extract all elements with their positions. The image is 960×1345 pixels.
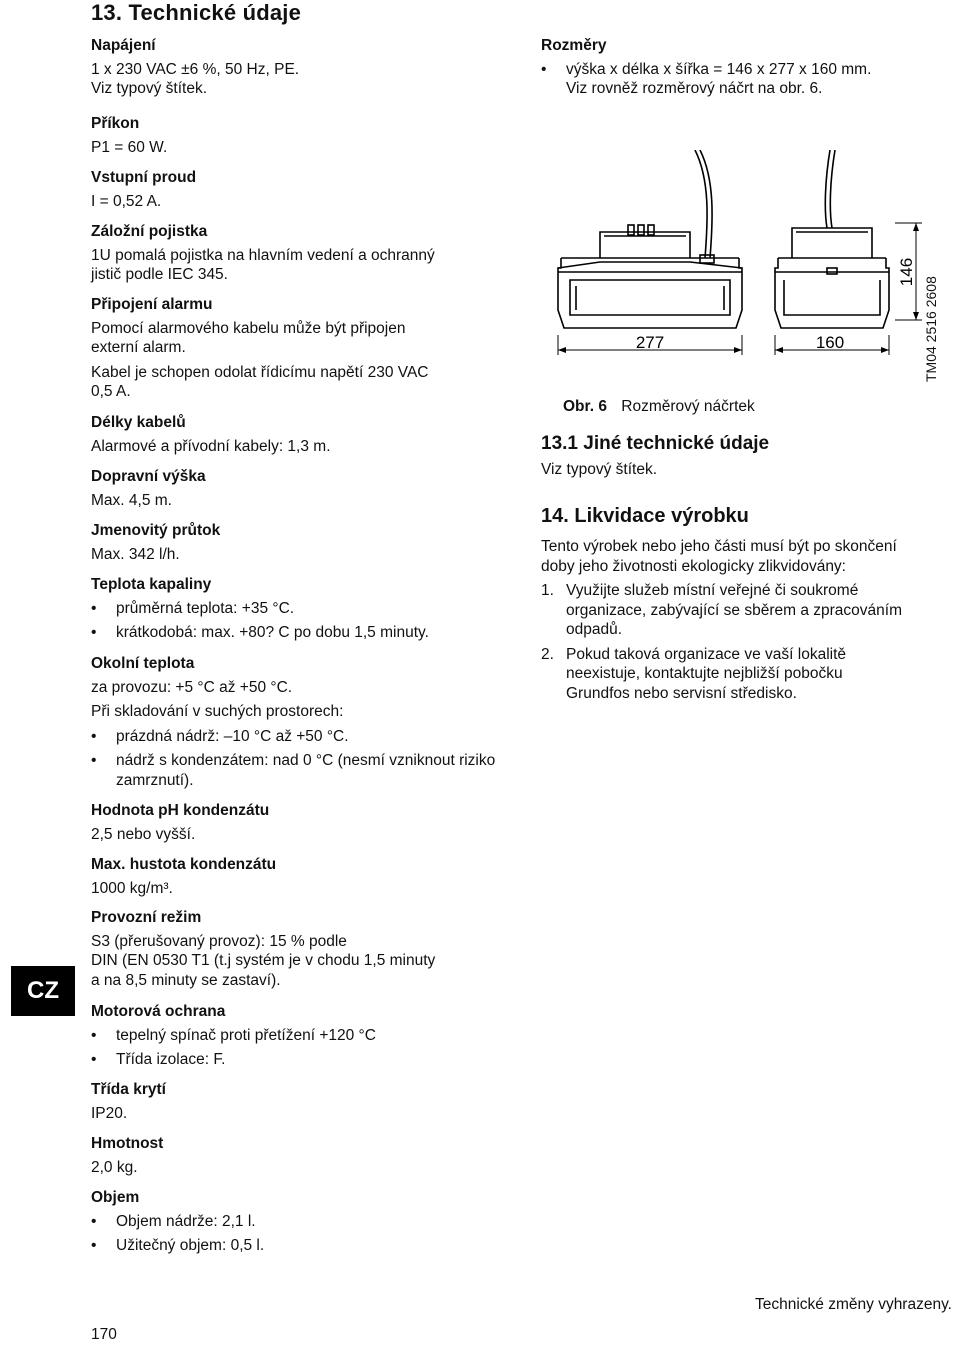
bullet-item: • prázdná nádrž: –10 °C až +50 °C. xyxy=(91,727,521,747)
text-line: Grundfos nebo servisní středisko. xyxy=(566,684,797,702)
section-heading: Rozměry xyxy=(541,37,607,54)
section-heading: Napájení xyxy=(91,37,156,54)
section-heading: 13.1 Jiné technické údaje xyxy=(541,433,770,454)
dimension-sketch-figure xyxy=(540,150,960,385)
item-number: 2. xyxy=(541,645,554,663)
text-line: Alarmové a přívodní kabely: 1,3 m. xyxy=(91,437,331,455)
section-disposal xyxy=(541,504,960,708)
text-line: IP20. xyxy=(91,1104,128,1122)
bullet-item: • krátkodobá: max. +80? C po dobu 1,5 minuty. xyxy=(91,623,521,643)
bullet-item xyxy=(541,60,960,99)
text-line: jistič podle IEC 345. xyxy=(91,266,228,283)
figure-code: TM04 2516 2608 xyxy=(923,276,939,382)
section-motor-protection xyxy=(91,1002,521,1075)
section-heading: Délky kabelů xyxy=(91,414,186,431)
item-number: 1. xyxy=(541,582,554,599)
text-line: Viz rovněž rozměrový náčrt na obr. 6. xyxy=(566,80,823,97)
section-input-current xyxy=(91,168,521,211)
bullet-item: • tepelný spínač proti přetížení +120 °C xyxy=(91,1026,521,1046)
dimension-lines xyxy=(558,223,922,355)
section-heading: Motorová ochrana xyxy=(91,1003,226,1020)
text-line: Viz typový štítek. xyxy=(541,461,658,478)
figure-caption-text: Rozměrový náčrtek xyxy=(621,398,755,415)
dim-width-label: 160 xyxy=(815,333,845,352)
section-cable-lengths xyxy=(91,413,521,456)
text-line: Kabel je schopen odolat řídicímu napětí 230 VAC xyxy=(91,363,429,381)
section-weight xyxy=(91,1134,521,1177)
section-input-power xyxy=(91,114,521,157)
bullet-item: • nádrž s kondenzátem: nad 0 °C (nesmí vzniknout riziko zamrznutí). xyxy=(91,751,521,790)
text-line: odpadů. xyxy=(566,621,623,638)
text-line: 2,0 kg. xyxy=(91,1158,138,1176)
text-line: doby jeho životnosti ekologicky zlikvidovány: xyxy=(541,557,846,575)
text-line: 1U pomalá pojistka na hlavním vedení a ochranný xyxy=(91,246,435,264)
text-line: P1 = 60 W. xyxy=(91,138,168,156)
section-heading: Provozní režim xyxy=(91,909,202,926)
section-alarm xyxy=(91,295,521,402)
section-heading: Příkon xyxy=(91,115,140,132)
bullet-item: • Objem nádrže: 2,1 l. xyxy=(91,1212,521,1232)
section-volume xyxy=(91,1188,521,1261)
text-line: 1000 kg/m³. xyxy=(91,879,173,897)
bullet-item: • průměrná teplota: +35 °C. xyxy=(91,599,521,619)
dim-length-label: 277 xyxy=(635,333,665,352)
device-front-view xyxy=(775,150,889,328)
text-line: DIN (EN 0530 T1 (t.j systém je v chodu 1,5 minuty xyxy=(91,952,436,969)
language-tab: CZ xyxy=(11,966,75,1016)
section-heading: Třída krytí xyxy=(91,1081,166,1098)
section-dimensions xyxy=(541,36,960,99)
text-line: I = 0,52 A. xyxy=(91,192,162,210)
section-ph xyxy=(91,801,521,844)
section-ambient-temperature xyxy=(91,654,521,795)
text-line: Max. 4,5 m. xyxy=(91,491,172,509)
page-number: 170 xyxy=(91,1326,117,1343)
page-title: 13. Technické údaje xyxy=(91,0,302,25)
text-line: neexistuje, kontaktujte nejbližší pobočku xyxy=(566,665,843,682)
device-side-view xyxy=(558,150,742,328)
text-line: za provozu: +5 °C až +50 °C. xyxy=(91,678,293,696)
text-line: Max. 342 l/h. xyxy=(91,545,180,563)
section-heading: Jmenovitý průtok xyxy=(91,522,221,539)
section-density xyxy=(91,855,521,898)
text-line: a na 8,5 minuty se zastaví). xyxy=(91,971,281,989)
text-line: Viz typový štítek. xyxy=(91,80,208,97)
section-heading: Hmotnost xyxy=(91,1135,164,1152)
footer-note: Technické změny vyhrazeny. xyxy=(755,1296,952,1313)
figure-label: Obr. 6 xyxy=(563,398,607,415)
text-line: 2,5 nebo vyšší. xyxy=(91,825,196,843)
section-heading: 14. Likvidace výrobku xyxy=(541,505,749,527)
section-heading: Okolní teplota xyxy=(91,655,195,672)
text-line: S3 (přerušovaný provoz): 15 % podle xyxy=(91,932,347,950)
section-enclosure-class xyxy=(91,1080,521,1123)
section-heading: Hodnota pH kondenzátu xyxy=(91,802,270,819)
text-line: • výška x délka x šířka = 146 x 277 x 160 mm. xyxy=(566,60,872,78)
section-head xyxy=(91,467,521,510)
section-other-technical-data xyxy=(541,432,960,480)
numbered-item xyxy=(541,645,960,704)
text-line: Pokud taková organizace ve vaší lokalitě xyxy=(566,645,847,663)
text-line: Využijte služeb místní veřejné či soukromé xyxy=(566,582,859,599)
bullet-item: • Užitečný objem: 0,5 l. xyxy=(91,1236,521,1256)
text-line: Tento výrobek nebo jeho části musí být po skončení xyxy=(541,538,897,555)
text-line: organizace, zabývající se sběrem a zpracováním xyxy=(566,601,902,619)
section-liquid-temperature xyxy=(91,575,521,648)
bullet-item: • Třída izolace: F. xyxy=(91,1050,521,1070)
section-heading: Objem xyxy=(91,1189,140,1206)
section-heading: Teplota kapaliny xyxy=(91,576,212,593)
section-heading: Dopravní výška xyxy=(91,468,206,485)
numbered-item xyxy=(541,581,960,640)
section-heading: Vstupní proud xyxy=(91,169,197,186)
text-line: 1 x 230 VAC ±6 %, 50 Hz, PE. xyxy=(91,60,300,78)
section-power xyxy=(91,36,521,99)
section-heading: Záložní pojistka xyxy=(91,223,208,240)
section-heading: Připojení alarmu xyxy=(91,296,213,313)
section-backup-fuse xyxy=(91,222,521,285)
text-line: externí alarm. xyxy=(91,339,186,356)
dim-height-label: 146 xyxy=(897,257,916,287)
text-line: 0,5 A. xyxy=(91,383,131,400)
section-flow xyxy=(91,521,521,564)
text-line: Pomocí alarmového kabelu může být připojen xyxy=(91,319,406,337)
section-heading: Max. hustota kondenzátu xyxy=(91,856,277,873)
text-line: Při skladování v suchých prostorech: xyxy=(91,703,344,720)
section-operating-mode xyxy=(91,908,521,990)
figure-caption xyxy=(563,397,755,417)
